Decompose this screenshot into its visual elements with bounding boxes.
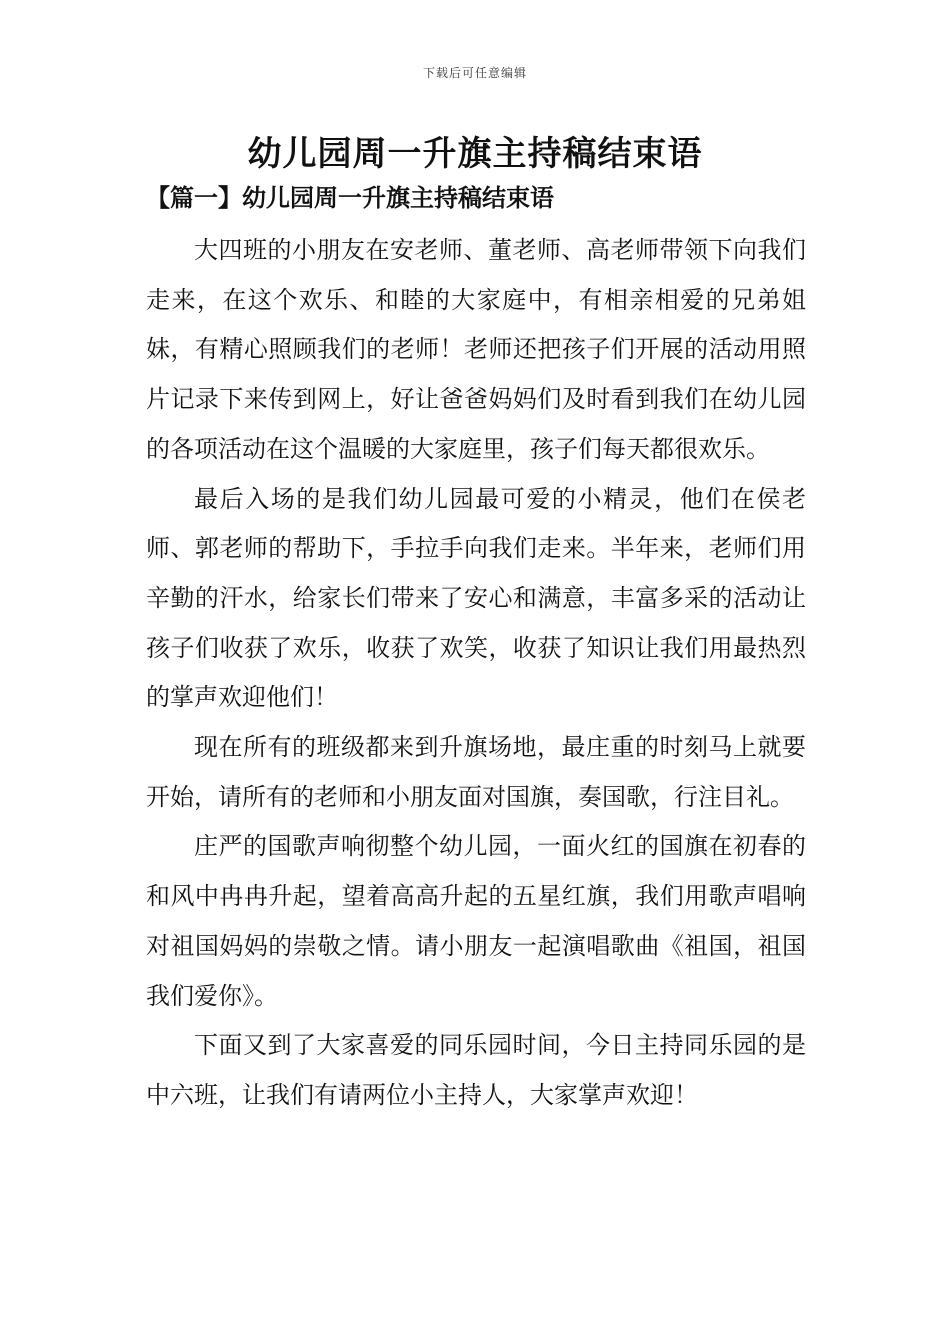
paragraph-4: 庄严的国歌声响彻整个幼儿园，一面火红的国旗在初春的和风中冉冉升起，望着高高升起的五星红旗，我们用歌声唱响对祖国妈妈的崇敬之情。请小朋友一起演唱歌曲《祖国，祖国我们爱你》。 bbox=[146, 832, 806, 1010]
document-title: 幼儿园周一升旗主持稿结束语 bbox=[247, 134, 703, 174]
section-heading: 【篇一】幼儿园周一升旗主持稿结束语 bbox=[146, 183, 554, 212]
paragraph-1: 大四班的小朋友在安老师、董老师、高老师带领下向我们走来，在这个欢乐、和睦的大家庭中，有相亲相爱的兄弟姐妹，有精心照顾我们的老师！老师还把孩子们开展的活动用照片记录下来传到网上，好让爸爸妈妈们及时看到我们在幼儿园的各项活动在这个温暖的大家庭里，孩子们每天都很欢乐。 bbox=[146, 236, 806, 463]
paragraph-3: 现在所有的班级都来到升旗场地，最庄重的时刻马上就要开始，请所有的老师和小朋友面对国旗，奏国歌，行注目礼。 bbox=[146, 733, 806, 811]
paragraph-5: 下面又到了大家喜爱的同乐园时间，今日主持同乐园的是中六班，让我们有请两位小主持人，大家掌声欢迎！ bbox=[146, 1031, 806, 1109]
paragraph-2: 最后入场的是我们幼儿园最可爱的小精灵，他们在侯老师、郭老师的帮助下，手拉手向我们走来。半年来，老师们用辛勤的汗水，给家长们带来了安心和满意，丰富多采的活动让孩子们收获了欢乐，收获了欢笑，收获了知识让我们用最热烈的掌声欢迎他们！ bbox=[146, 484, 806, 712]
body-text bbox=[146, 226, 806, 1121]
header-note: 下载后可任意编辑 bbox=[422, 66, 527, 80]
